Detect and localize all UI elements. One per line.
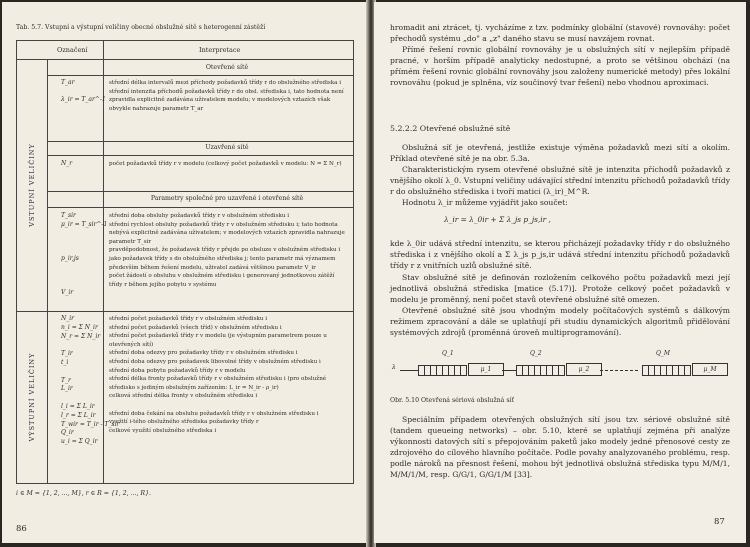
paragraph-7 (390, 272, 730, 305)
closed-description: počet požadavků třídy r v modelu (celkový počet požadavků v modelu: N = Σ N_r) (109, 161, 342, 167)
group-divider (17, 311, 353, 312)
closed-symbols: N_r (61, 160, 73, 167)
para9-text: Speciálním případem otevřených obslužných sítí jsou tzv. sériové obslužné sítě (tandem queueing networks) – obr. 5.10, které se uplatňují zejména při analýze výkonnosti datových sítí s přepojováním paketů jako modely jedné přenosové cesty ze zdrojového do cílového hlavního počítače. Podle povahy analyzovaného problému, resp. podle nároků na přesnost řešení, mohou být jednotlivá obslužná střediska typu M/M/1, M/M/1/M, resp. G/G/1, G/G/1/M [33]. (390, 415, 730, 479)
tandem-network-diagram (390, 350, 730, 384)
para5-text: Hodnotu λ_ir můžeme vyjádřit jako součet: (402, 198, 568, 207)
queue-m-label: Q_M (656, 350, 671, 357)
para3-text: Obslužná síť je otevřená, jestliže existuje výměna požadavků mezi sítí a okolím. Příklad otevřené sítě je na obr. 5.3a. (390, 143, 730, 163)
col-divider-1 (47, 59, 48, 483)
table-caption: Tab. 5.7. Vstupní a výstupní veličiny obecné obslužné sítě s heterogenní zástěží (16, 24, 266, 31)
queue-2-label: Q_2 (530, 350, 542, 357)
table-header (17, 41, 353, 60)
common-symbols: T_sir μ_ir = T_sir^-1 p_ir,js V_ir (61, 212, 108, 296)
row-line (47, 155, 353, 156)
row-line (47, 191, 353, 192)
paragraph-4 (390, 164, 730, 197)
page-number-left: 86 (16, 524, 27, 534)
mu-1: μ_1 (480, 366, 492, 373)
para8-text: Otevřené obslužné sítě jsou vhodným modely počítačových systémů s dálkovým režimem zpracování a dále se uplatňují při studiu dynamických algoritmů přidělování systémových zdrojů (proměnná úroveň multiprogramování). (390, 306, 730, 337)
mu-m: μ_M (703, 366, 717, 373)
paragraph-6 (390, 238, 730, 271)
row-line (47, 141, 353, 142)
section-open: Otevřené sítě (205, 64, 249, 71)
para1-text: hromadit ani ztrácet, tj. vycházíme z tzv. podmínky globální (stavové) rovnováhy: počet přechodů systému „do" a „z" daného stavu se musí navzájem rovnat. (390, 23, 730, 43)
mu-2: μ_2 (578, 366, 590, 373)
row-line (47, 75, 353, 76)
header-oznaceni: Označení (57, 46, 88, 54)
section-closed: Uzavřené sítě (205, 144, 249, 151)
para6-text: kde λ_0ir udává střední intenzitu, se kterou přicházejí požadavky třídy r do obslužného střediska i z vnějšího okolí a Σ λ_js p_js,ir udává střední intenzitu příchodů požadavků třídy r z vnitřních uzlů obslužné sítě. (390, 239, 730, 270)
queue-2 (516, 365, 565, 376)
right-page (374, 2, 746, 543)
left-page (2, 2, 370, 543)
section-heading: 5.2.2.2 Otevřené obslužné sítě (390, 124, 511, 133)
paragraph-9 (390, 414, 730, 480)
para4-text: Charakteristickým rysem otevřené obslužné sítě je intenzita příchodů požadavků z vnějšího okolí λ_0. Vstupní veličiny udávající střední intenzitu příchodů požadavků třídy r do obslužného střediska i tvoří matici (λ_ir)_M^R. (390, 165, 730, 196)
paragraph-2 (390, 44, 730, 88)
open-symbols: T_ar λ_ir = T_ar^-1 (61, 79, 106, 103)
output-symbols: N_ir n_i = Σ N_ir N_r = Σ N_ir T_ir t_i T_r L_ir l_i = Σ L_ir l_r = Σ L_ir T_wir = T_ir - T_sir Q_ir u_i = Σ Q_ir (61, 315, 120, 446)
output-description: střední počet požadavků třídy r v obslužném středisku i střední počet požadavků (všech tříd) v obslužném středisku i střední počet požadavků třídy r v modelu (je výstupním parametrem pouze u otevřených sítí) střední doba odezvy pro požadavky třídy r v obslužném středisku i střední doba odezvy pro požadavek libovolné třídy v obslužném středisku i střední doba pobytu požadavků třídy r v modelu střední délka fronty požadavků třídy r v obslužném středisku i (pro obslužné středisko s jediným obslužným zařízením: L_ir = N_ir - ρ_ir) celková střední délka fronty v obslužném středisku i střední doba čekání na obsluhu požadavků třídy r v obslužném středisku i využití i-tého obslužného střediska požadavky třídy r celkové využití obslužného střediska i (109, 316, 327, 434)
paragraph-8 (390, 305, 730, 338)
header-interpretace: Interpretace (199, 46, 241, 54)
row-line (47, 207, 353, 208)
paragraph-1 (390, 22, 730, 44)
equation: λ_ir = λ_0ir + Σ λ_js p_js,ir , (444, 215, 551, 224)
variables-table (16, 40, 354, 484)
para7-text: Stav obslužné sítě je definován rozložením celkového počtu požadavků mezi její jednotlivá obslužná střediska [matice (5.17)]. Protože celkový počet požadavků v modelu je proměnný, není počet stavů otevřené obslužné sítě omezen. (390, 273, 730, 304)
server-1 (468, 363, 504, 376)
para2-text: Přímé řešení rovnic globální rovnováhy je u obslužných sítí v nejlepším případě pracné, v horším případě analyticky nedostupné, a proto se většinou obchází (na přímém řešení rovnic globální rovnováhy jsou založeny numerické metody) přes lokální rovnováhu (pokud je splněna, víz součinový tvar řešení) nebo vhodnou aproximaci. (390, 45, 730, 87)
output-group-label: VÝSTUPNÍ VELIČINY (28, 352, 36, 442)
page-number-right: 87 (714, 517, 725, 527)
server-m (692, 363, 728, 376)
queue-m (642, 365, 691, 376)
flow-arrow (502, 370, 516, 371)
paragraph-3 (390, 142, 730, 164)
flow-dots (600, 370, 640, 371)
figure-caption: Obr. 5.10 Otevřená sériová obslužná síť (390, 397, 514, 404)
output-group (17, 311, 47, 483)
queue-1 (418, 365, 467, 376)
common-description: střední doba obsluhy požadavků třídy r v obslužném středisku i střední rychlost obsluhy požadavků třídy r v obslužném středisku i; tato hodnota nebývá explicitně zadávána uživatelem; v modelových vztazích zpravidla nahrazuje parametr T_sir pravděpodobnost, že požadavek třídy r přejde po obsluze v obslužném středisku i jako požadavek třídy s do obslužného střediska j; tento parametr má významem především během řešení modelu, uživatel zadává většinou parametr V_ir počet žádostí o obsluhu v obslužném středisku i generovaný jednotkovou zátěží třídy r během jejího pobytu v systému (109, 213, 345, 288)
flow-arrow (400, 370, 418, 371)
section-common: Parametry společné pro uzavřené i otevřené sítě (150, 195, 304, 202)
input-lambda: λ (392, 364, 396, 371)
server-2 (566, 363, 602, 376)
input-group-label: VSTUPNÍ VELIČINY (28, 143, 36, 227)
paragraph-5 (390, 197, 730, 208)
open-description: střední délka intervalů mezi příchody požadavků třídy r do obslužného střediska i střední intenzita příchodů požadavků třídy r do obsl. střediska i, tato hodnota není zpravidla explicitně zadávána uživatelem modelu; v modelových vztazích však obvykle nahrazuje parametr T_ar (109, 80, 344, 112)
queue-1-label: Q_1 (442, 350, 454, 357)
table-footnote: i ∈ M = {1, 2, ..., M}, r ∈ R = {1, 2, ..., R}. (16, 490, 151, 497)
input-group (17, 59, 47, 311)
